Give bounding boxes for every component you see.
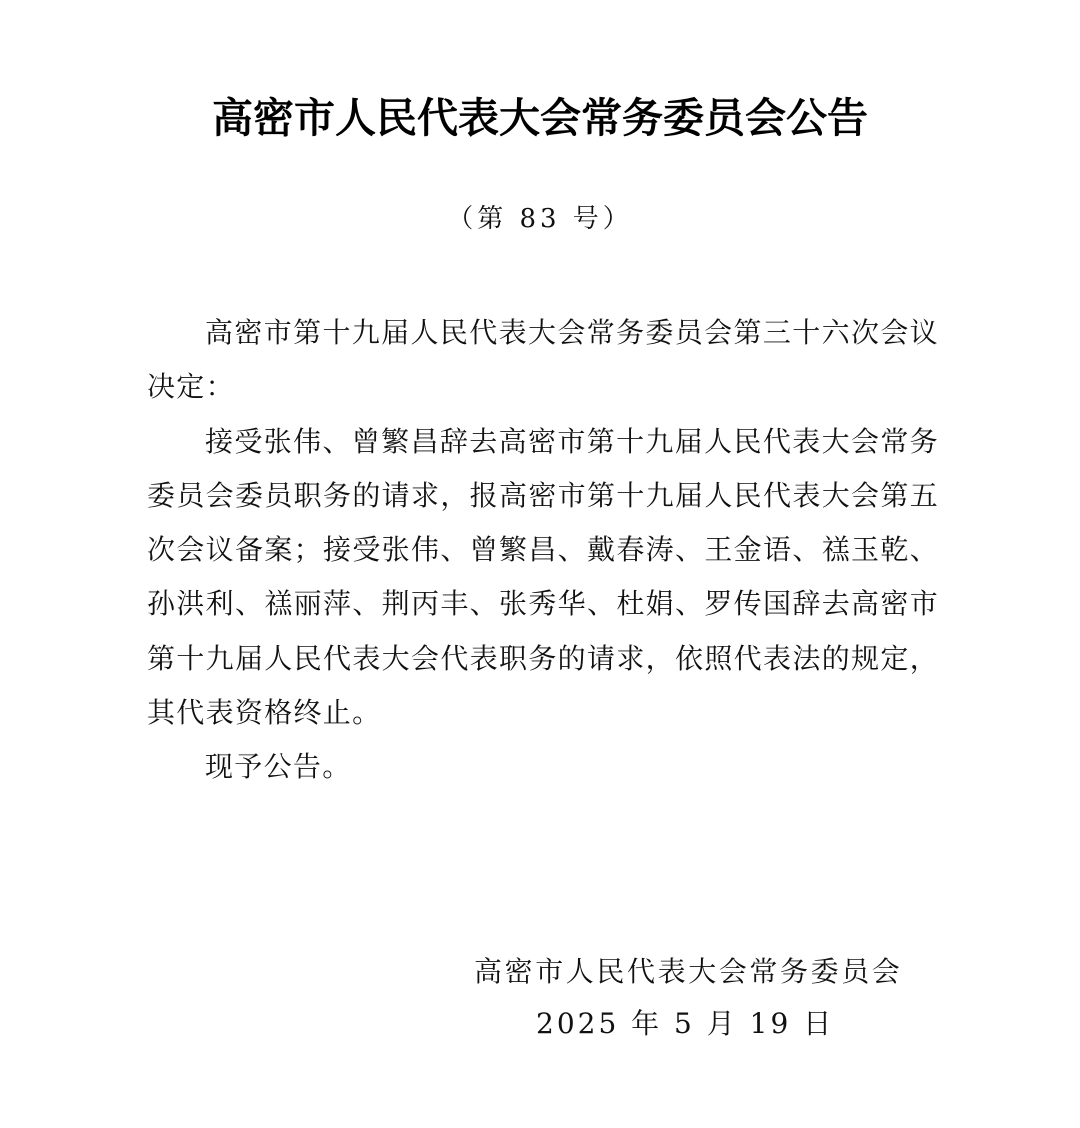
paragraph-decision-intro: 高密市第十九届人民代表大会常务委员会第三十六次会议决定： (147, 316, 939, 404)
announcement-number: （第 83 号） (447, 204, 633, 234)
document-title: 高密市人民代表大会常务委员会公告 (212, 94, 868, 142)
document-body (147, 306, 939, 795)
signature-date: 2025 年 5 月 19 日 (536, 1007, 835, 1040)
signature-organization: 高密市人民代表大会常务委员会 (474, 955, 903, 988)
signature-block (474, 946, 903, 1050)
paragraph-closing: 现予公告。 (205, 750, 352, 784)
paragraph-decision-content: 接受张伟、曾繁昌辞去高密市第十九届人民代表大会常务委员会委员职务的请求，报高密市第十九届人民代表大会第五次会议备案；接受张伟、曾繁昌、戴春涛、王金语、禚玉乾、孙洪利、禚丽萍、荆丙丰、张秀华、杜娟、罗传国辞去高密市第十九届人民代表大会代表职务的请求，依照代表法的规定，其代表资格终止。 (147, 424, 939, 730)
